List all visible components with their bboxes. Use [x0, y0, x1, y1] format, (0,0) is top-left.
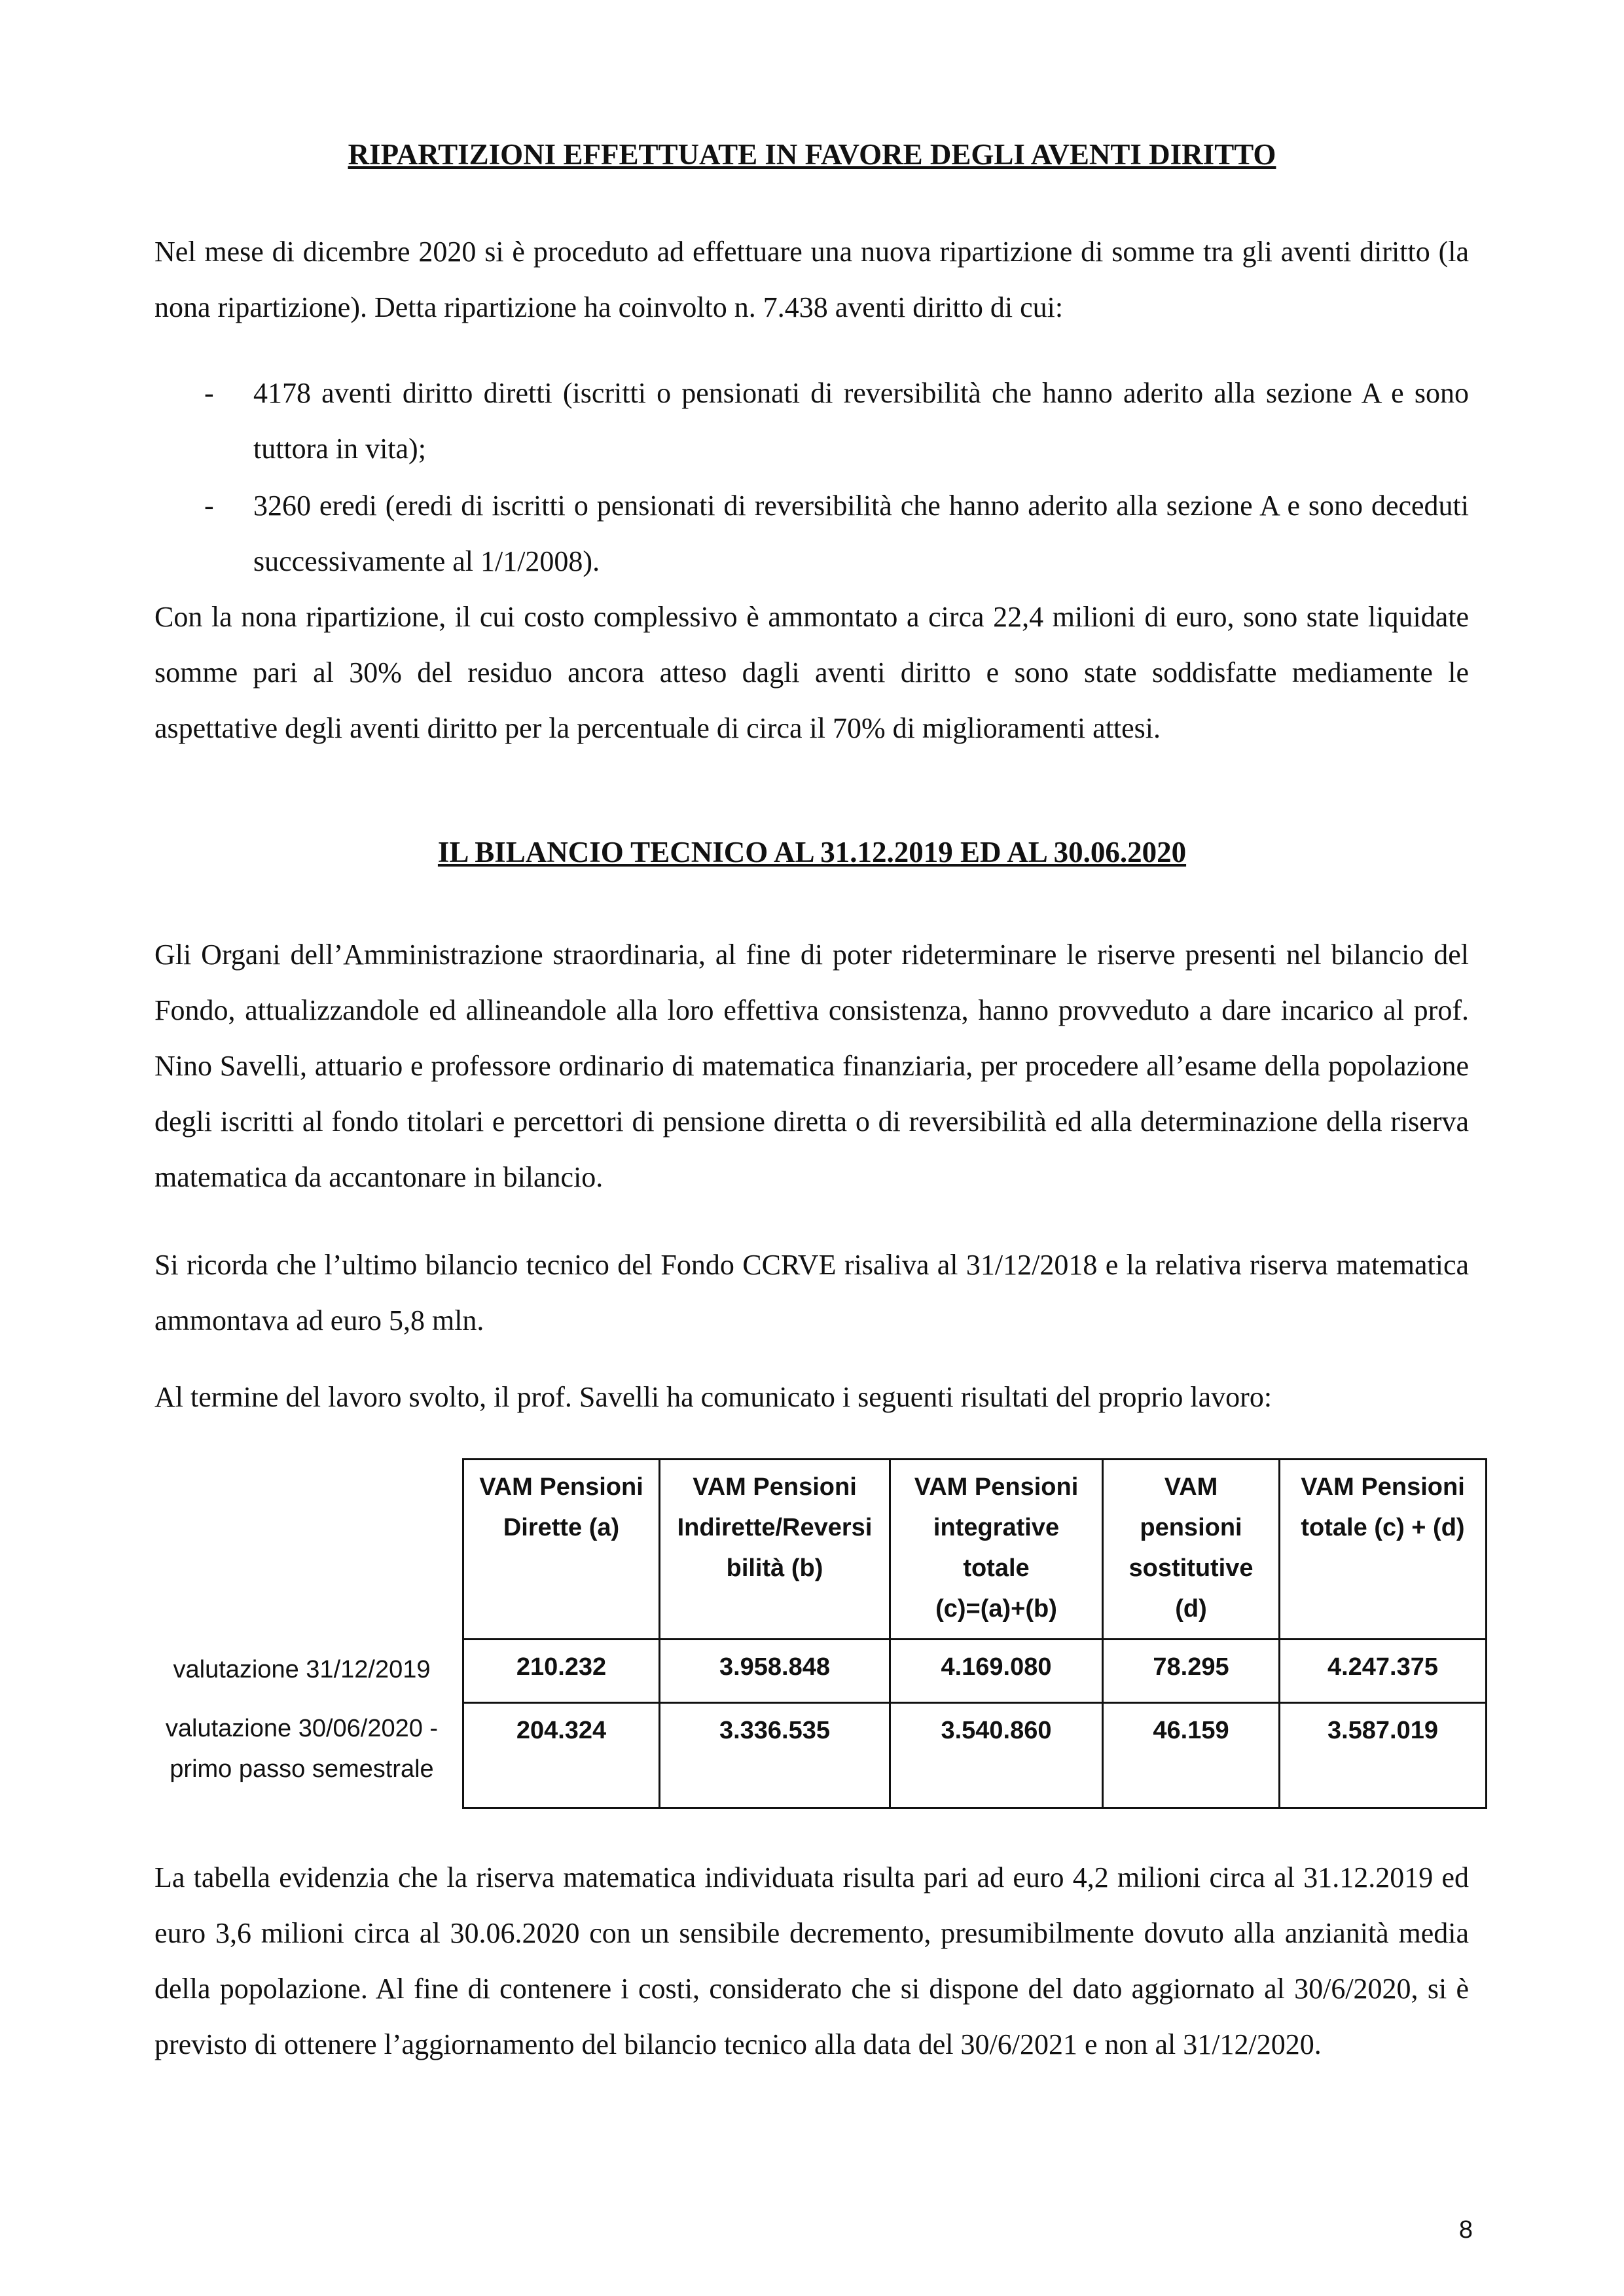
table-cell: 4.169.080 [890, 1640, 1103, 1703]
paragraph-risultati: Al termine del lavoro svolto, il prof. Savelli ha comunicato i seguenti risultati del proprio lavoro: [154, 1381, 1272, 1413]
paragraph-nona-ripartizione: Con la nona ripartizione, il cui costo complessivo è ammontato a circa 22,4 milioni di euro, sono state liquidate somme pari al 30% del residuo ancora atteso dagli aventi diritto e sono state soddisfatte mediamente le aspettative degli aventi diritto per la percentuale di circa il 70% di miglioramenti attesi. [154, 601, 1469, 744]
table-cell: 46.159 [1103, 1703, 1280, 1808]
table-cell: 3.336.535 [660, 1703, 890, 1808]
paragraph-intro: Nel mese di dicembre 2020 si è proceduto ad effettuare una nuova ripartizione di somme tra gli aventi diritto (la nona ripartizione). Detta ripartizione ha coinvolto n. 7.438 aventi diritto di cui: [154, 236, 1469, 323]
paragraph-conclusione: La tabella evidenzia che la riserva matematica individuata risulta pari ad euro 4,2 milioni circa al 31.12.2019 ed euro 3,6 milioni circa al 30.06.2020 con un sensibile decremento, presumibilmente dovuto alla anzianità media della popolazione. Al fine di contenere i costi, considerato che si dispone del dato aggiornato al 30/6/2020, si è previsto di ottenere l’aggiornamento del bilancio tecnico alla data del 30/6/2021 e non al 31/12/2020. [154, 1861, 1469, 2060]
table-cell: 210.232 [463, 1640, 660, 1703]
table-cell: 204.324 [463, 1703, 660, 1808]
vam-table [462, 1458, 1487, 1809]
table-header-row [463, 1460, 1487, 1640]
row-label-31-12-2019: valutazione 31/12/2019 [173, 1656, 431, 1683]
header-vam-integrative: VAM Pensioni integrative totale (c)=(a)+(b) [890, 1460, 1103, 1640]
table-row [463, 1703, 1487, 1808]
header-vam-indirette: VAM Pensioni Indirette/Reversi bilità (b) [660, 1460, 890, 1640]
table-cell: 4.247.375 [1280, 1640, 1487, 1703]
table-row [463, 1640, 1487, 1703]
header-vam-sostitutive: VAM pensioni sostitutive (d) [1103, 1460, 1280, 1640]
row-label-30-06-2020: valutazione 30/06/2020 - primo passo semestrale [165, 1715, 439, 1783]
paragraph-ultimo-bilancio: Si ricorda che l’ultimo bilancio tecnico del Fondo CCRVE risaliva al 31/12/2018 e la relativa riserva matematica ammontava ad euro 5,8 mln. [154, 1249, 1469, 1336]
paragraph-incarico: Gli Organi dell’Amministrazione straordinaria, al fine di poter rideterminare le riserve presenti nel bilancio del Fondo, attualizzandole ed allineandole alla loro effettiva consistenza, hanno provveduto a dare incarico al prof. Nino Savelli, attuario e professore ordinario di matematica finanziaria, per procedere all’esame della popolazione degli iscritti al fondo titolari e percettori di pensione diretta o di reversibilità ed alla determinazione della riserva matematica da accantonare in bilancio. [154, 939, 1469, 1193]
header-vam-totale: VAM Pensioni totale (c) + (d) [1280, 1460, 1487, 1640]
table-cell: 3.958.848 [660, 1640, 890, 1703]
page-number: 8 [1458, 2216, 1473, 2244]
bullet-dash: - [204, 490, 214, 522]
bullet-text: 3260 eredi (eredi di iscritti o pensionati di reversibilità che hanno aderito alla sezione A e sono deceduti successivamente al 1/1/2008). [253, 490, 1469, 577]
header-vam-dirette: VAM Pensioni Dirette (a) [463, 1460, 660, 1640]
table-cell: 78.295 [1103, 1640, 1280, 1703]
section-heading-bilancio-tecnico: IL BILANCIO TECNICO AL 31.12.2019 ED AL 30.06.2020 [437, 836, 1187, 869]
table-cell: 3.587.019 [1280, 1703, 1487, 1808]
section-heading-ripartizioni: RIPARTIZIONI EFFETTUATE IN FAVORE DEGLI AVENTI DIRITTO [348, 138, 1276, 171]
bullet-text: 4178 aventi diritto diretti (iscritti o pensionati di reversibilità che hanno aderito alla sezione A e sono tuttora in vita); [253, 377, 1469, 465]
table-cell: 3.540.860 [890, 1703, 1103, 1808]
bullet-dash: - [204, 377, 214, 409]
